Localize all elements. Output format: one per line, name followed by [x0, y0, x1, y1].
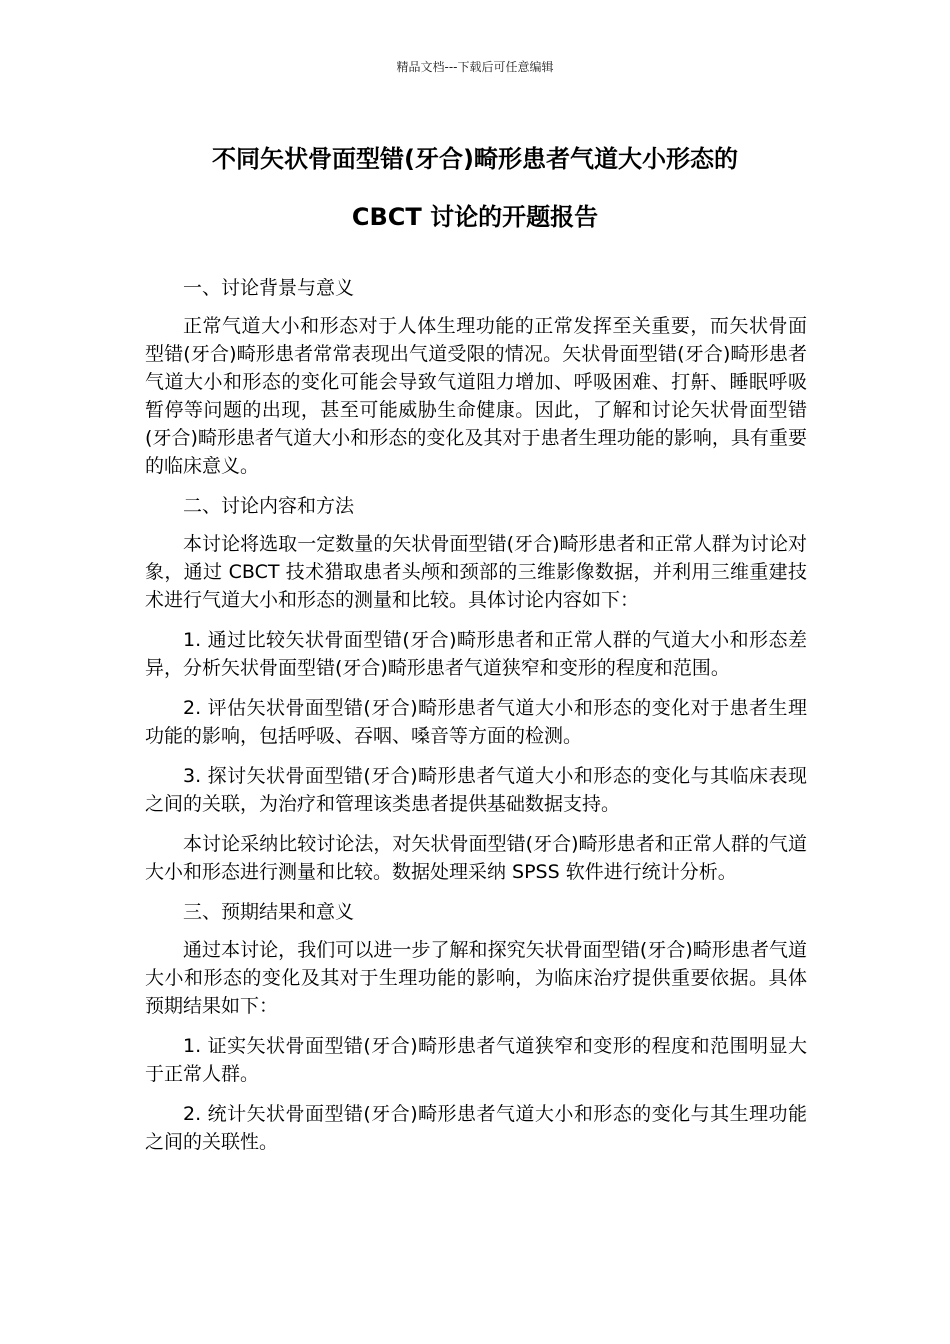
section-heading-content-methods: 二、讨论内容和方法	[183, 495, 355, 517]
list-item-content-2: 2. 评估矢状骨面型错(牙合)畸形患者气道大小和形态的变化对于患者生理功能的影响，包括呼吸、吞咽、嗓音等方面的检测。	[145, 697, 807, 747]
list-item-content-3: 3. 探讨矢状骨面型错(牙合)畸形患者气道大小和形态的变化与其临床表现之间的关联，为治疗和管理该类患者提供基础数据支持。	[145, 765, 807, 815]
title-line-1: 不同矢状骨面型错(牙合)畸形患者气道大小形态的	[212, 145, 738, 173]
document-body	[145, 274, 807, 1168]
paragraph-results-intro: 通过本讨论，我们可以进一步了解和探究矢状骨面型错(牙合)畸形患者气道大小和形态的变化及其对于生理功能的影响，为临床治疗提供重要依据。具体预期结果如下：	[145, 939, 807, 1017]
section-heading-background: 一、讨论背景与意义	[183, 277, 355, 299]
header-note: 精品文档---下载后可任意编辑	[396, 60, 554, 74]
paragraph-background: 正常气道大小和形态对于人体生理功能的正常发挥至关重要，而矢状骨面型错(牙合)畸形患者常常表现出气道受限的情况。矢状骨面型错(牙合)畸形患者气道大小和形态的变化可能会导致气道阻力增加、呼吸困难、打鼾、睡眠呼吸暂停等问题的出现，甚至可能威胁生命健康。因此，了解和讨论矢状骨面型错(牙合)畸形患者气道大小和形态的变化及其对于患者生理功能的影响，具有重要的临床意义。	[145, 315, 807, 477]
document-title	[120, 130, 830, 246]
paragraph-methods: 本讨论采纳比较讨论法，对矢状骨面型错(牙合)畸形患者和正常人群的气道大小和形态进行测量和比较。数据处理采纳 SPSS 软件进行统计分析。	[145, 833, 807, 883]
list-item-content-1: 1. 通过比较矢状骨面型错(牙合)畸形患者和正常人群的气道大小和形态差异，分析矢状骨面型错(牙合)畸形患者气道狭窄和变形的程度和范围。	[145, 629, 807, 679]
section-heading-expected-results: 三、预期结果和意义	[183, 901, 355, 923]
title-line-2: CBCT 讨论的开题报告	[351, 203, 599, 231]
paragraph-content-intro: 本讨论将选取一定数量的矢状骨面型错(牙合)畸形患者和正常人群为讨论对象，通过 CBCT 技术猎取患者头颅和颈部的三维影像数据，并利用三维重建技术进行气道大小和形态的测量和比较。具体讨论内容如下：	[145, 533, 807, 611]
list-item-result-2: 2. 统计矢状骨面型错(牙合)畸形患者气道大小和形态的变化与其生理功能之间的关联性。	[145, 1103, 807, 1153]
list-item-result-1: 1. 证实矢状骨面型错(牙合)畸形患者气道狭窄和变形的程度和范围明显大于正常人群。	[145, 1035, 807, 1085]
